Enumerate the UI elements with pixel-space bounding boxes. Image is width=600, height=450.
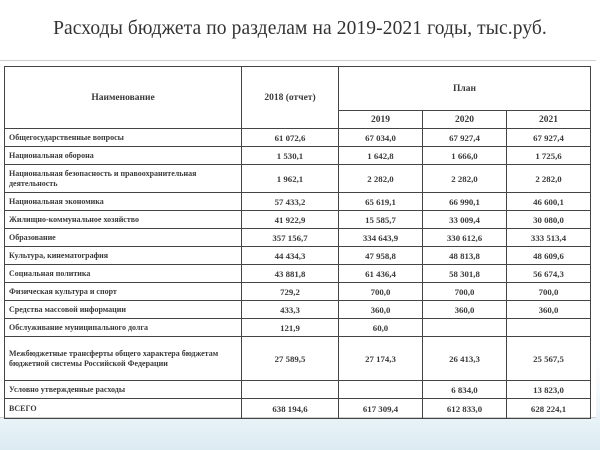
cell-2020: 33 009,4 xyxy=(423,211,507,229)
table-row xyxy=(5,265,591,283)
cell-2020 xyxy=(423,319,507,337)
table-row xyxy=(5,129,591,147)
row-name: Образование xyxy=(5,229,242,247)
row-name: Национальная оборона xyxy=(5,147,242,165)
cell-2020: 67 927,4 xyxy=(423,129,507,147)
cell-2018: 729,2 xyxy=(242,283,339,301)
table-row xyxy=(5,381,591,399)
cell-2019: 360,0 xyxy=(339,301,423,319)
cell-2018: 121,9 xyxy=(242,319,339,337)
cell-2021: 56 674,3 xyxy=(507,265,591,283)
cell-2021: 1 725,6 xyxy=(507,147,591,165)
cell-2020: 330 612,6 xyxy=(423,229,507,247)
cell-2021: 700,0 xyxy=(507,283,591,301)
cell-2021: 333 513,4 xyxy=(507,229,591,247)
row-name: Физическая культура и спорт xyxy=(5,283,242,301)
cell-2018: 44 434,3 xyxy=(242,247,339,265)
cell-2021: 628 224,1 xyxy=(507,399,591,419)
row-name: Социальная политика xyxy=(5,265,242,283)
cell-2021: 13 823,0 xyxy=(507,381,591,399)
cell-2020: 700,0 xyxy=(423,283,507,301)
header-plan: План xyxy=(339,67,591,111)
cell-2021: 2 282,0 xyxy=(507,165,591,193)
cell-2019: 60,0 xyxy=(339,319,423,337)
cell-2018: 1 962,1 xyxy=(242,165,339,193)
cell-2020: 66 990,1 xyxy=(423,193,507,211)
table-row xyxy=(5,193,591,211)
cell-2019: 61 436,4 xyxy=(339,265,423,283)
row-name: Средства массовой информации xyxy=(5,301,242,319)
cell-2019: 700,0 xyxy=(339,283,423,301)
cell-2020: 360,0 xyxy=(423,301,507,319)
cell-2019: 47 958,8 xyxy=(339,247,423,265)
cell-2018: 61 072,6 xyxy=(242,129,339,147)
cell-2021: 67 927,4 xyxy=(507,129,591,147)
cell-2018 xyxy=(242,381,339,399)
table-row xyxy=(5,337,591,381)
header-2019: 2019 xyxy=(339,111,423,129)
cell-2019: 617 309,4 xyxy=(339,399,423,419)
cell-2021: 360,0 xyxy=(507,301,591,319)
cell-2020: 58 301,8 xyxy=(423,265,507,283)
table-row xyxy=(5,165,591,193)
header-2021: 2021 xyxy=(507,111,591,129)
table-row-total xyxy=(5,399,591,419)
cell-2020: 6 834,0 xyxy=(423,381,507,399)
row-name: Межбюджетные трансферты общего характера бюджетам бюджетной системы Российской Федерации xyxy=(5,337,242,381)
cell-2020: 1 666,0 xyxy=(423,147,507,165)
header-2018-report: 2018 (отчет) xyxy=(242,67,339,129)
row-name: Общегосударственные вопросы xyxy=(5,129,242,147)
cell-2019: 334 643,9 xyxy=(339,229,423,247)
cell-2018: 357 156,7 xyxy=(242,229,339,247)
cell-2020: 48 813,8 xyxy=(423,247,507,265)
table-row xyxy=(5,229,591,247)
cell-2019: 65 619,1 xyxy=(339,193,423,211)
cell-2019: 27 174,3 xyxy=(339,337,423,381)
cell-2018: 57 433,2 xyxy=(242,193,339,211)
budget-sheet xyxy=(0,60,596,418)
page-title: Расходы бюджета по разделам на 2019-2021 годы, тыс.руб. xyxy=(53,18,547,39)
header-name: Наименование xyxy=(5,67,242,129)
cell-2018: 27 589,5 xyxy=(242,337,339,381)
cell-2021: 48 609,6 xyxy=(507,247,591,265)
cell-2018: 433,3 xyxy=(242,301,339,319)
row-name: Культура, кинематография xyxy=(5,247,242,265)
cell-2020: 2 282,0 xyxy=(423,165,507,193)
row-name: Национальная безопасность и правоохранительная деятельность xyxy=(5,165,242,193)
cell-2020: 26 413,3 xyxy=(423,337,507,381)
table-row xyxy=(5,147,591,165)
cell-2018: 638 194,6 xyxy=(242,399,339,419)
cell-2019 xyxy=(339,381,423,399)
cell-2018: 43 881,8 xyxy=(242,265,339,283)
row-name: ВСЕГО xyxy=(5,399,242,419)
cell-2019: 1 642,8 xyxy=(339,147,423,165)
cell-2019: 67 034,0 xyxy=(339,129,423,147)
header-2020: 2020 xyxy=(423,111,507,129)
cell-2018: 41 922,9 xyxy=(242,211,339,229)
row-name: Национальная экономика xyxy=(5,193,242,211)
table-row xyxy=(5,301,591,319)
table-row xyxy=(5,283,591,301)
table-row xyxy=(5,211,591,229)
cell-2021 xyxy=(507,319,591,337)
cell-2019: 15 585,7 xyxy=(339,211,423,229)
cell-2021: 30 080,0 xyxy=(507,211,591,229)
cell-2021: 25 567,5 xyxy=(507,337,591,381)
cell-2020: 612 833,0 xyxy=(423,399,507,419)
cell-2018: 1 530,1 xyxy=(242,147,339,165)
row-name: Условно утвержденные расходы xyxy=(5,381,242,399)
table-row xyxy=(5,319,591,337)
cell-2019: 2 282,0 xyxy=(339,165,423,193)
cell-2021: 46 600,1 xyxy=(507,193,591,211)
row-name: Обслуживание муниципального долга xyxy=(5,319,242,337)
table-row xyxy=(5,247,591,265)
budget-table xyxy=(4,66,591,419)
row-name: Жилищно-коммунальное хозяйство xyxy=(5,211,242,229)
